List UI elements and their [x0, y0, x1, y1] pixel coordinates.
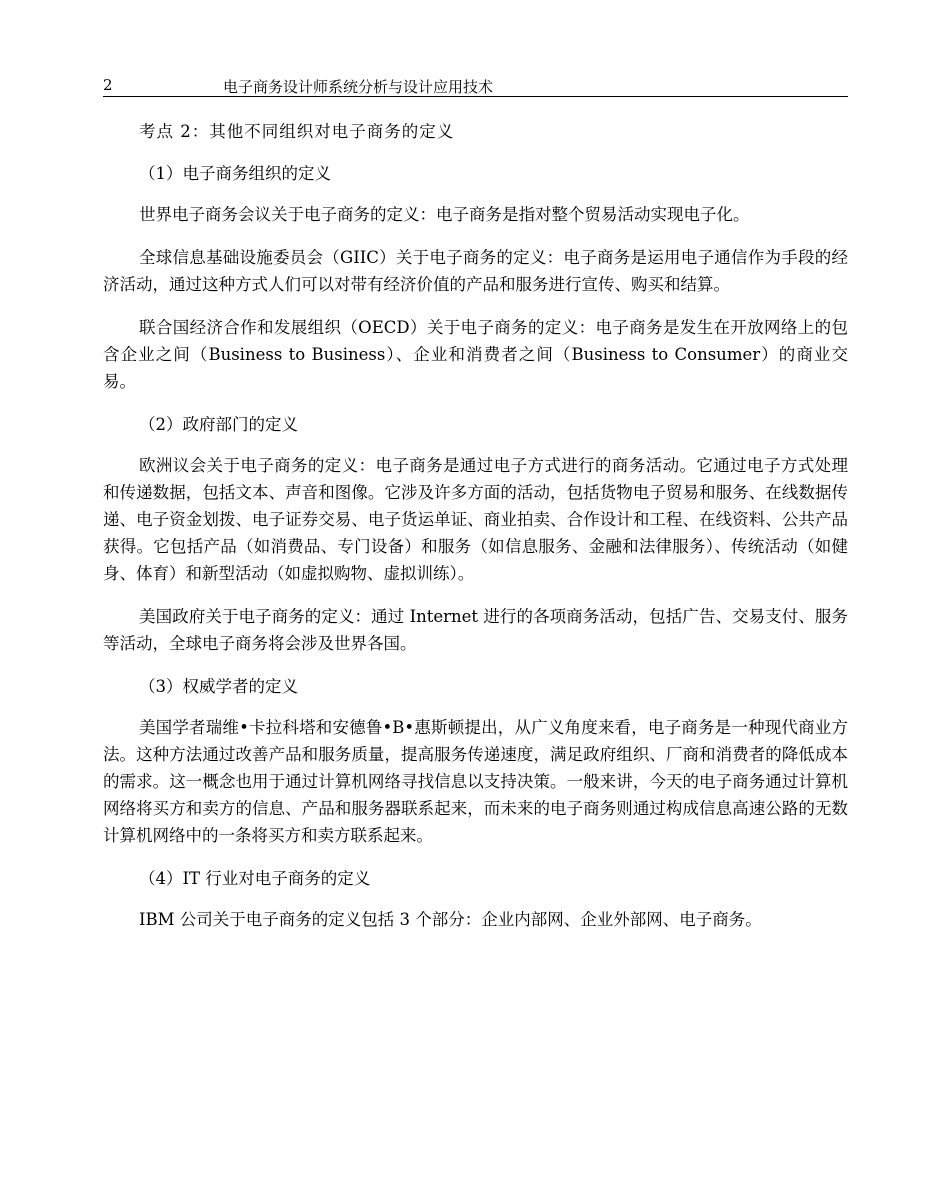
paragraph-european-parliament: 欧洲议会关于电子商务的定义：电子商务是通过电子方式进行的商务活动。它通过电子方式处理和传递数据，包括文本、声音和图像。它涉及许多方面的活动，包括货物电子贸易和服务、在线数据传递、电子资金划拨、电子证券交易、电子货运单证、商业拍卖、合作设计和工程、在线资料、公共产品获得。它包括产品（如消费品、专门设备）和服务（如信息服务、金融和法律服务）、传统活动（如健身、体育）和新型活动（如虚拟购物、虚拟训练）。 — [103, 456, 848, 583]
running-title: 电子商务设计师系统分析与设计应用技术 — [223, 78, 494, 96]
paragraph-scholars: 美国学者瑞维•卡拉科塔和安德鲁•B•惠斯顿提出，从广义角度来看，电子商务是一种现代商业方法。这种方法通过改善产品和服务质量，提高服务传递速度，满足政府组织、厂商和消费者的降低成本的需求。这一概念也用于通过计算机网络寻找信息以支持决策。一般来讲，今天的电子商务通过计算机网络将买方和卖方的信息、产品和服务器联系起来，而未来的电子商务则通过构成信息高速公路的无数计算机网络中的一条将买方和卖方联系起来。 — [103, 718, 848, 845]
paragraph-oecd: 联合国经济合作和发展组织（OECD）关于电子商务的定义：电子商务是发生在开放网络上的包含企业之间（Business to Business）、企业和消费者之间（Business to Consumer）的商业交易。 — [103, 318, 848, 391]
subheading-3: （3）权威学者的定义 — [139, 677, 298, 696]
main-content — [103, 118, 848, 949]
paragraph-ibm: IBM 公司关于电子商务的定义包括 3 个部分：企业内部网、企业外部网、电子商务。 — [139, 910, 762, 929]
page-number: 2 — [103, 76, 113, 94]
paragraph-us-government: 美国政府关于电子商务的定义：通过 Internet 进行的各项商务活动，包括广告、交易支付、服务等活动，全球电子商务将会涉及世界各国。 — [103, 607, 848, 653]
paragraph-world-ec-conference: 世界电子商务会议关于电子商务的定义：电子商务是指对整个贸易活动实现电子化。 — [139, 205, 750, 224]
section-title: 考点 2：其他不同组织对电子商务的定义 — [139, 122, 455, 141]
subheading-4: （4）IT 行业对电子商务的定义 — [139, 869, 371, 888]
page-header — [103, 74, 848, 97]
subheading-1: （1）电子商务组织的定义 — [139, 164, 331, 183]
subheading-2: （2）政府部门的定义 — [139, 415, 298, 434]
paragraph-giic: 全球信息基础设施委员会（GIIC）关于电子商务的定义：电子商务是运用电子通信作为手段的经济活动，通过这种方式人们可以对带有经济价值的产品和服务进行宣传、购买和结算。 — [103, 248, 848, 294]
